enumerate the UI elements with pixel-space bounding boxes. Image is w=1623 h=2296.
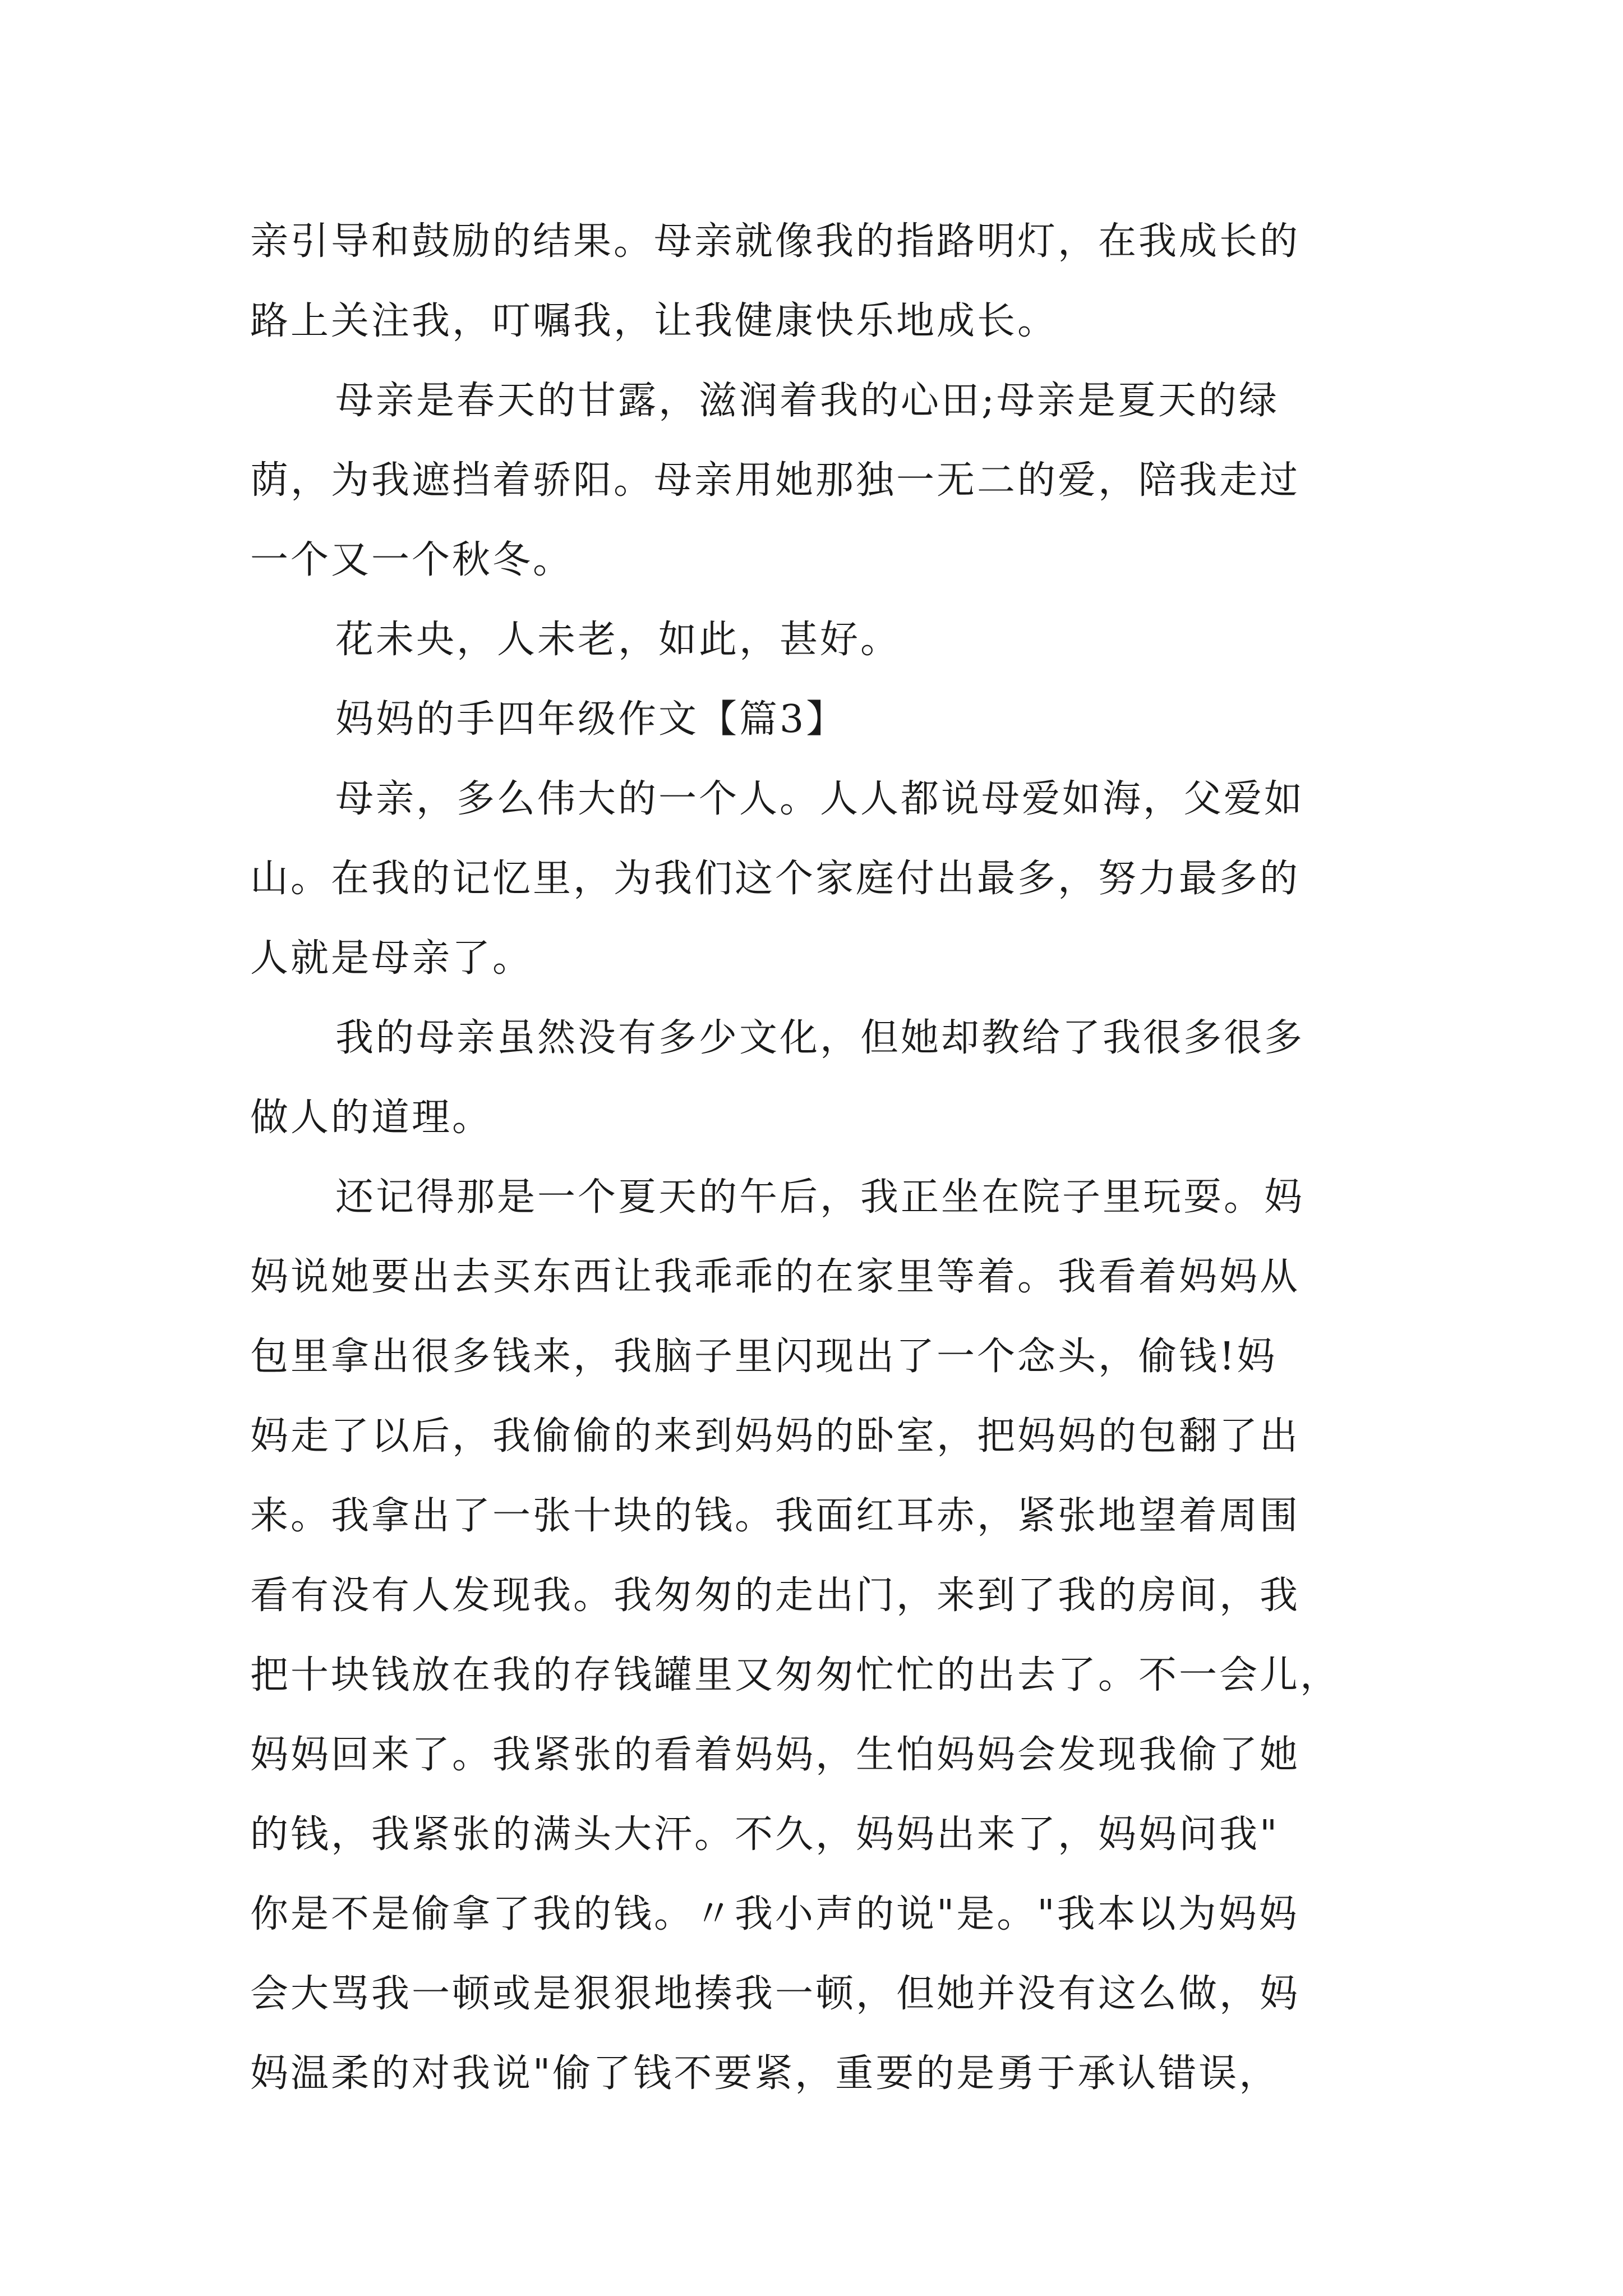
text-line: 包里拿出很多钱来，我脑子里闪现出了一个念头，偷钱!妈	[250, 1335, 1278, 1379]
section-heading: 妈妈的手四年级作文【篇3】	[335, 697, 847, 742]
text-line: 看有没有人发现我。我匆匆的走出门，来到了我的房间，我	[250, 1573, 1301, 1618]
text-line: 来。我拿出了一张十块的钱。我面红耳赤，紧张地望着周围	[250, 1494, 1301, 1538]
document-body	[250, 202, 1394, 2114]
text-line: 把十块钱放在我的存钱罐里又匆匆忙忙的出去了。不一会儿，	[250, 1653, 1341, 1697]
text-line: 妈说她要出去买东西让我乖乖的在家里等着。我看着妈妈从	[250, 1255, 1301, 1299]
text-line: 山。在我的记忆里，为我们这个家庭付出最多，努力最多的	[250, 857, 1301, 901]
text-line: 你是不是偷拿了我的钱。〃我小声的说"是。"我本以为妈妈	[250, 1892, 1299, 1936]
text-line: 会大骂我一顿或是狠狠地揍我一顿，但她并没有这么做，妈	[250, 1972, 1301, 2016]
text-line: 妈妈回来了。我紧张的看着妈妈，生怕妈妈会发现我偷了她	[250, 1733, 1301, 1777]
paragraph-start-line: 还记得那是一个夏天的午后，我正坐在院子里玩耍。妈	[335, 1175, 1305, 1220]
text-line: 荫，为我遮挡着骄阳。母亲用她那独一无二的爱，陪我走过	[250, 458, 1301, 503]
text-line: 的钱，我紧张的满头大汗。不久，妈妈出来了，妈妈问我"	[250, 1812, 1280, 1857]
text-line: 路上关注我，叮嘱我，让我健康快乐地成长。	[250, 299, 1058, 343]
paragraph-start-line: 我的母亲虽然没有多少文化，但她却教给了我很多很多	[335, 1016, 1305, 1060]
text-line: 人就是母亲了。	[250, 936, 533, 981]
text-line: 一个又一个秋冬。	[250, 538, 574, 582]
text-line: 妈温柔的对我说"偷了钱不要紧，重要的是勇于承认错误，	[250, 2051, 1280, 2096]
paragraph-start-line: 母亲是春天的甘露，滋润着我的心田;母亲是夏天的绿	[335, 379, 1279, 423]
text-line: 妈走了以后，我偷偷的来到妈妈的卧室，把妈妈的包翻了出	[250, 1414, 1301, 1458]
paragraph-start-line: 母亲，多么伟大的一个人。人人都说母爱如海，父爱如	[335, 777, 1305, 821]
text-line: 亲引导和鼓励的结果。母亲就像我的指路明灯，在我成长的	[250, 219, 1301, 264]
text-line: 做人的道理。	[250, 1096, 493, 1140]
paragraph-start-line: 花未央，人未老，如此，甚好。	[335, 618, 901, 662]
